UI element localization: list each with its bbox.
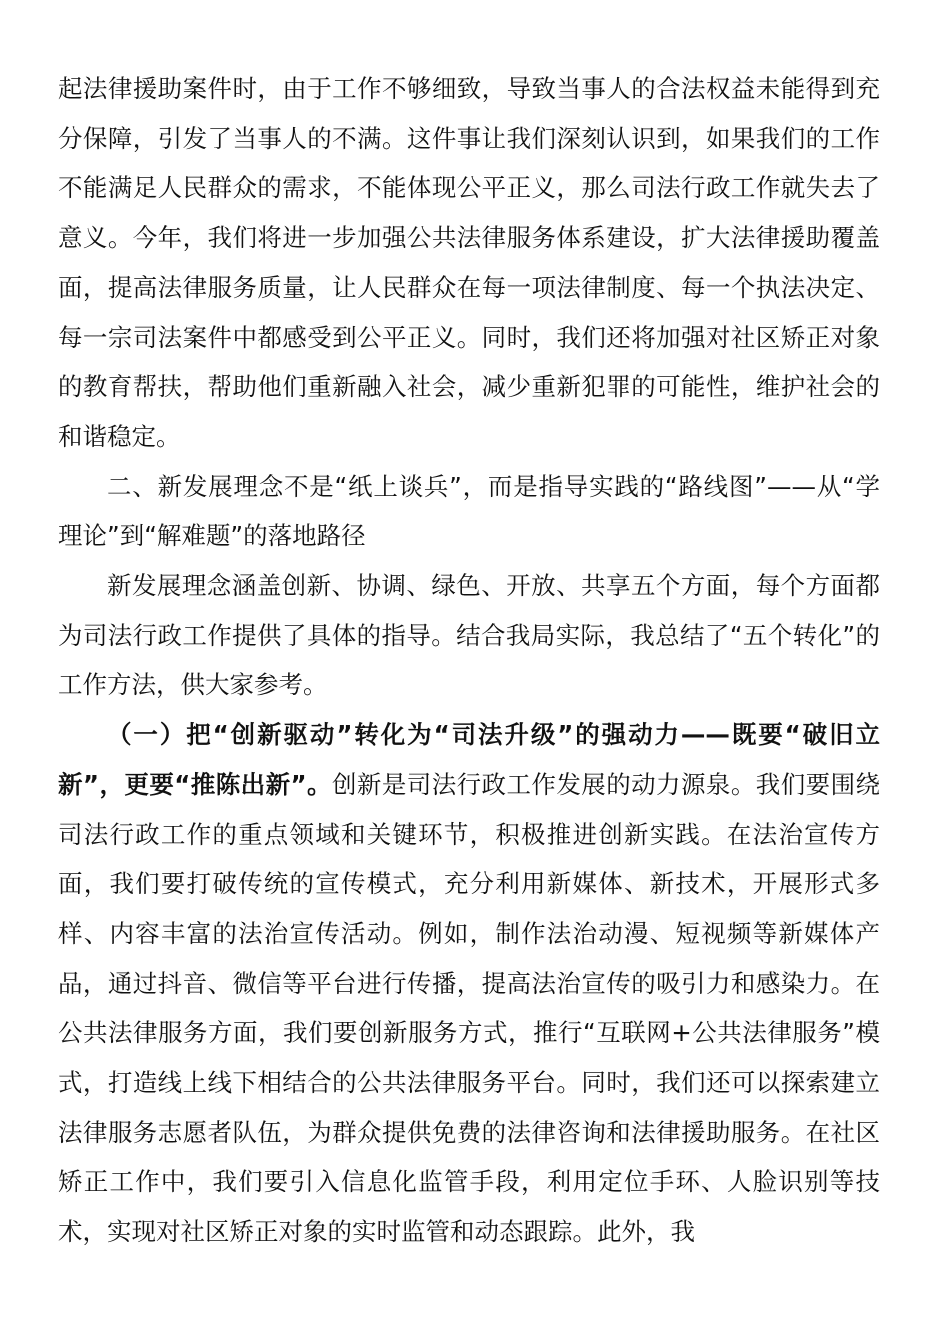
subsection-heading: （一）把“创新驱动”转化为“司法升级”的强动力——既要“破旧立新”，更要“推陈出新”。: [58, 720, 880, 799]
section-heading: 二、新发展理念不是“纸上谈兵”，而是指导实践的“路线图”——从“学理论”到“解难题”的落地路径: [58, 471, 880, 551]
paragraph-continuation: 起法律援助案件时，由于工作不够细致，导致当事人的合法权益未能得到充分保障，引发了当事人的不满。这件事让我们深刻认识到，如果我们的工作不能满足人民群众的需求，不能体现公平正义，那么司法行政工作就失去了意义。今年，我们将进一步加强公共法律服务体系建设，扩大法律援助覆盖面，提高法律服务质量，让人民群众在每一项法律制度、每一个执法决定、每一宗司法案件中都感受到公平正义。同时，我们还将加强对社区矫正对象的教育帮扶，帮助他们重新融入社会，减少重新犯罪的可能性，维护社会的和谐稳定。: [58, 74, 880, 451]
paragraph-innovation-body: 创新是司法行政工作发展的动力源泉。我们要围绕司法行政工作的重点领域和关键环节，积极推进创新实践。在法治宣传方面，我们要打破传统的宣传模式，充分利用新媒体、新技术，开展形式多样、内容丰富的法治宣传活动。例如，制作法治动漫、短视频等新媒体产品，通过抖音、微信等平台进行传播，提高法治宣传的吸引力和感染力。在公共法律服务方面，我们要创新服务方式，推行“互联网+公共法律服务”模式，打造线上线下相结合的公共法律服务平台。同时，我们还可以探索建立法律服务志愿者队伍，为群众提供免费的法律咨询和法律援助服务。在社区矫正工作中，我们要引入信息化监管手段，利用定位手环、人脸识别等技术，实现对社区矫正对象的实时监管和动态跟踪。此外，我: [58, 769, 880, 1247]
document-body: [58, 64, 880, 1257]
paragraph-innovation: [58, 710, 880, 1257]
paragraph-intro: 新发展理念涵盖创新、协调、绿色、开放、共享五个方面，每个方面都为司法行政工作提供了具体的指导。结合我局实际，我总结了“五个转化”的工作方法，供大家参考。: [58, 571, 880, 700]
